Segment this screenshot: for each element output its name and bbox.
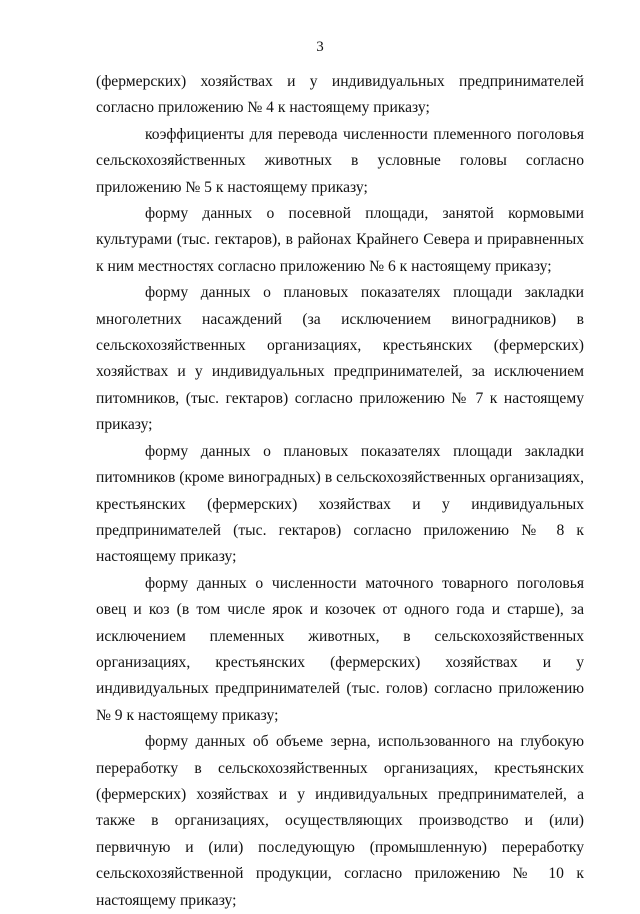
- paragraph-appendix-5: коэффициенты для перевода численности племенного поголовья сельскохозяйственных животных в условные головы согласно приложению № 5 к настоящему приказу;: [96, 125, 584, 196]
- paragraph-appendix-7: форму данных о плановых показателях площади закладки многолетних насаждений (за исключением виноградников) в сельскохозяйственных организациях, крестьянских (фермерских) хозяйствах и у индивидуальных предпринимателей, за исключением питомников, (тыс. гектаров) согласно приложению № 7 к настоящему приказу;: [96, 284, 584, 434]
- paragraph-continuation: (фермерских) хозяйствах и у индивидуальных предпринимателей согласно приложению № 4 к настоящему приказу;: [96, 73, 584, 117]
- paragraph-appendix-6: форму данных о посевной площади, занятой кормовыми культурами (тыс. гектаров), в районах Крайнего Севера и приравненных к ним местностях согласно приложению № 6 к настоящему приказу;: [96, 205, 584, 275]
- document-body: [96, 69, 584, 914]
- page-number: 3: [316, 39, 324, 55]
- paragraph-appendix-10: форму данных об объеме зерна, использованного на глубокую переработку в сельскохозяйственных организациях, крестьянских (фермерских) хозяйствах и у индивидуальных предпринимателей, а также в организациях, осуществляющих производство и (или) первичную и (или) последующую (промышленную) переработку сельскохозяйственной продукции, согласно приложению № 10 к настоящему приказу;: [96, 733, 584, 909]
- paragraph-appendix-8: форму данных о плановых показателях площади закладки питомников (кроме виноградных) в сельскохозяйственных организациях, крестьянских (фермерских) хозяйствах и у индивидуальных предпринимателей (тыс. гектаров) согласно приложению № 8 к настоящему приказу;: [96, 442, 584, 566]
- paragraph-appendix-9: форму данных о численности маточного товарного поголовья овец и коз (в том числе ярок и козочек от одного года и старше), за исключением племенных животных, в сельскохозяйственных организациях, крестьянских (фермерских) хозяйствах и у индивидуальных предпринимателей (тыс. голов) согласно приложению № 9 к настоящему приказу;: [96, 574, 584, 724]
